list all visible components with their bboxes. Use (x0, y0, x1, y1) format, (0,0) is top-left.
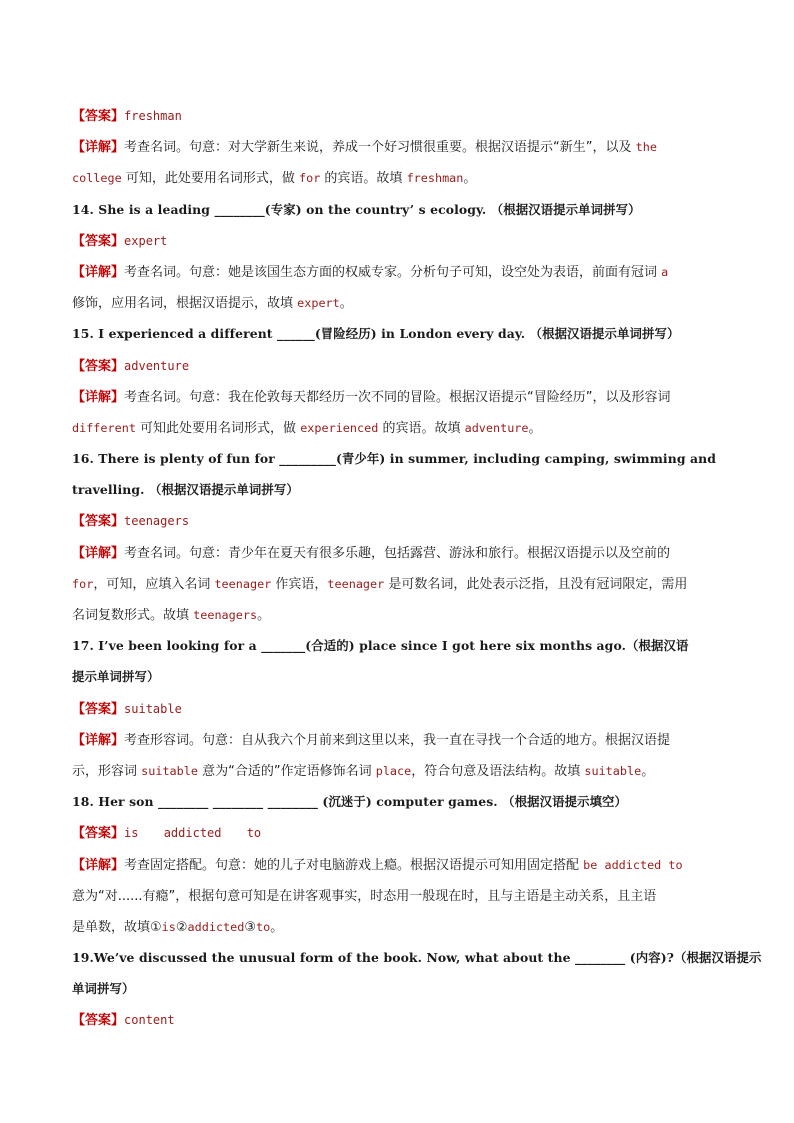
detail-text: ，符合句意及语法结构。故填 (411, 763, 585, 779)
question-line (72, 194, 722, 225)
answer-text: freshman (124, 109, 182, 123)
detail-line (72, 880, 722, 911)
answer-line (72, 693, 722, 724)
english-term: be addicted to (583, 857, 683, 872)
question-text: travelling. （根据汉语提示单词拼写） (72, 482, 299, 498)
detail-line (72, 755, 722, 786)
detail-text: 考查名词。句意：青少年在夏天有很多乐趣，包括露营、游泳和旅行。根据汉语提示以及空前的 (124, 545, 671, 561)
question-text: 19.We’ve discussed the unusual form of the book. Now, what about the ________ (内容)?（根据汉语提示 (72, 950, 762, 966)
detail-text: 名词复数形式。故填 (72, 608, 194, 623)
detail-line (72, 412, 722, 443)
english-term: place (375, 763, 412, 778)
detail-text: 可知，此处要用名词形式，做 (121, 171, 299, 187)
detail-line (72, 162, 722, 193)
english-term: suitable (584, 763, 642, 778)
english-term: adventure (464, 420, 529, 435)
question-line (72, 942, 762, 973)
answer-line (72, 505, 722, 536)
english-term: for (298, 171, 321, 186)
answer-line (72, 350, 722, 381)
english-term: teenager (327, 576, 385, 591)
english-term: expert (297, 296, 340, 311)
answer-text: teenagers (124, 514, 190, 529)
detail-label: 【详解】 (72, 389, 125, 405)
detail-text: 是单数，故填① (72, 919, 162, 935)
detail-text: ，可知，应填入名词 (93, 576, 215, 592)
answer-label: 【答案】 (72, 233, 125, 249)
question-line (72, 630, 722, 661)
detail-text: 的宾语。故填 (378, 420, 465, 436)
detail-text: 作宾语， (271, 576, 328, 592)
question-text: 14. She is a leading ________(专家) on the country’ s ecology. （根据汉语提示单词拼写） (72, 201, 641, 217)
detail-label: 【详解】 (72, 857, 125, 873)
question-line (72, 474, 722, 505)
detail-text: 考查形容词。句意：自从我六个月前来到这里以来，我一直在寻找一个合适的地方。根据汉语提 (124, 732, 671, 748)
detail-label: 【详解】 (72, 140, 125, 156)
detail-line (72, 599, 722, 630)
question-text: 18. Her son ________ ________ ________ (沉迷于) computer games. （根据汉语提示填空） (72, 794, 628, 810)
english-term: teenager (214, 576, 272, 591)
answer-text: is addicted to (124, 826, 262, 841)
detail-line (72, 849, 722, 880)
question-line (72, 443, 722, 474)
english-term: different (72, 420, 136, 435)
detail-line (72, 568, 722, 599)
detail-text: 是可数名词，此处表示泛指，且没有冠词限定，需用 (384, 576, 688, 592)
answer-label: 【答案】 (72, 109, 125, 124)
detail-text: 示，形容词 (72, 763, 142, 779)
answer-line (72, 225, 722, 256)
answer-label: 【答案】 (72, 1013, 125, 1029)
detail-text: 。 (270, 919, 284, 935)
english-term: the (635, 140, 657, 155)
question-text: 17. I’ve been looking for a _______(合适的) place since I got here six months ago.（根据汉语 (72, 638, 689, 654)
english-term: suitable (141, 763, 198, 778)
detail-text: 。 (257, 608, 271, 623)
detail-text: 意为“对......有瘾”，根据句意可知是在讲客观事实，时态用一般现在时，且与主语是主动关系，且主语 (72, 888, 657, 904)
detail-text: 考查固定搭配。句意：她的儿子对电脑游戏上瘾。根据汉语提示可知用固定搭配 (124, 857, 584, 873)
english-term: college (72, 171, 122, 186)
answer-line (72, 817, 722, 848)
english-term: freshman (406, 171, 464, 186)
answer-text: expert (124, 233, 168, 248)
english-term: addicted (187, 919, 245, 934)
english-term: for (72, 576, 94, 591)
english-term: teenagers (193, 608, 258, 622)
answer-label: 【答案】 (72, 358, 125, 374)
english-term: experienced (300, 420, 379, 435)
detail-line (72, 537, 722, 568)
answer-text: content (124, 1013, 175, 1028)
question-line (72, 786, 722, 817)
english-term: is (161, 919, 176, 934)
detail-text: 考查名词。句意：对大学新生来说，养成一个好习惯很重要。根据汉语提示“新生”，以及 (124, 140, 636, 156)
question-line (72, 973, 722, 1004)
document-page (72, 100, 762, 1036)
question-line (72, 661, 722, 692)
detail-text: 可知此处要用名词形式，做 (135, 420, 301, 436)
detail-text: 的宾语。故填 (320, 171, 407, 187)
answer-label: 【答案】 (72, 514, 125, 530)
answer-label: 【答案】 (72, 826, 125, 842)
detail-line (72, 911, 722, 942)
question-text: 单词拼写） (72, 981, 135, 997)
detail-text: 修饰，应用名词，根据汉语提示，故填 (72, 296, 298, 312)
question-text: 16. There is plenty of fun for _________(青少年) in summer, including camping, swimming and (72, 451, 716, 467)
detail-text: 。 (641, 763, 655, 779)
detail-line (72, 287, 722, 318)
detail-text: 。 (528, 420, 542, 436)
detail-label: 【详解】 (72, 264, 125, 280)
answer-line (72, 100, 722, 131)
detail-text: ③ (244, 919, 257, 935)
detail-text: 考查名词。句意：我在伦敦每天都经历一次不同的冒险。根据汉语提示“冒险经历”，以及形容词 (124, 389, 671, 405)
detail-line (72, 131, 722, 162)
answer-line (72, 1004, 722, 1035)
question-text: 提示单词拼写） (72, 669, 160, 685)
answer-text: adventure (124, 358, 190, 373)
answer-label: 【答案】 (72, 701, 125, 717)
detail-label: 【详解】 (72, 732, 125, 748)
question-line (72, 318, 722, 349)
answer-text: suitable (124, 701, 182, 716)
detail-text: ② (175, 919, 188, 935)
english-term: a (661, 264, 669, 279)
detail-line (72, 381, 722, 412)
detail-label: 【详解】 (72, 545, 125, 561)
detail-text: 考查名词。句意：她是该国生态方面的权威专家。分析句子可知，设空处为表语，前面有冠词 (124, 264, 662, 280)
english-term: to (256, 919, 271, 934)
detail-text: 。 (463, 171, 477, 187)
detail-line (72, 724, 722, 755)
question-text: 15. I experienced a different ______(冒险经历) in London every day. （根据汉语提示单词拼写） (72, 326, 680, 342)
detail-text: 。 (339, 296, 353, 312)
detail-line (72, 256, 722, 287)
detail-text: 意为“合适的”作定语修饰名词 (197, 763, 376, 779)
